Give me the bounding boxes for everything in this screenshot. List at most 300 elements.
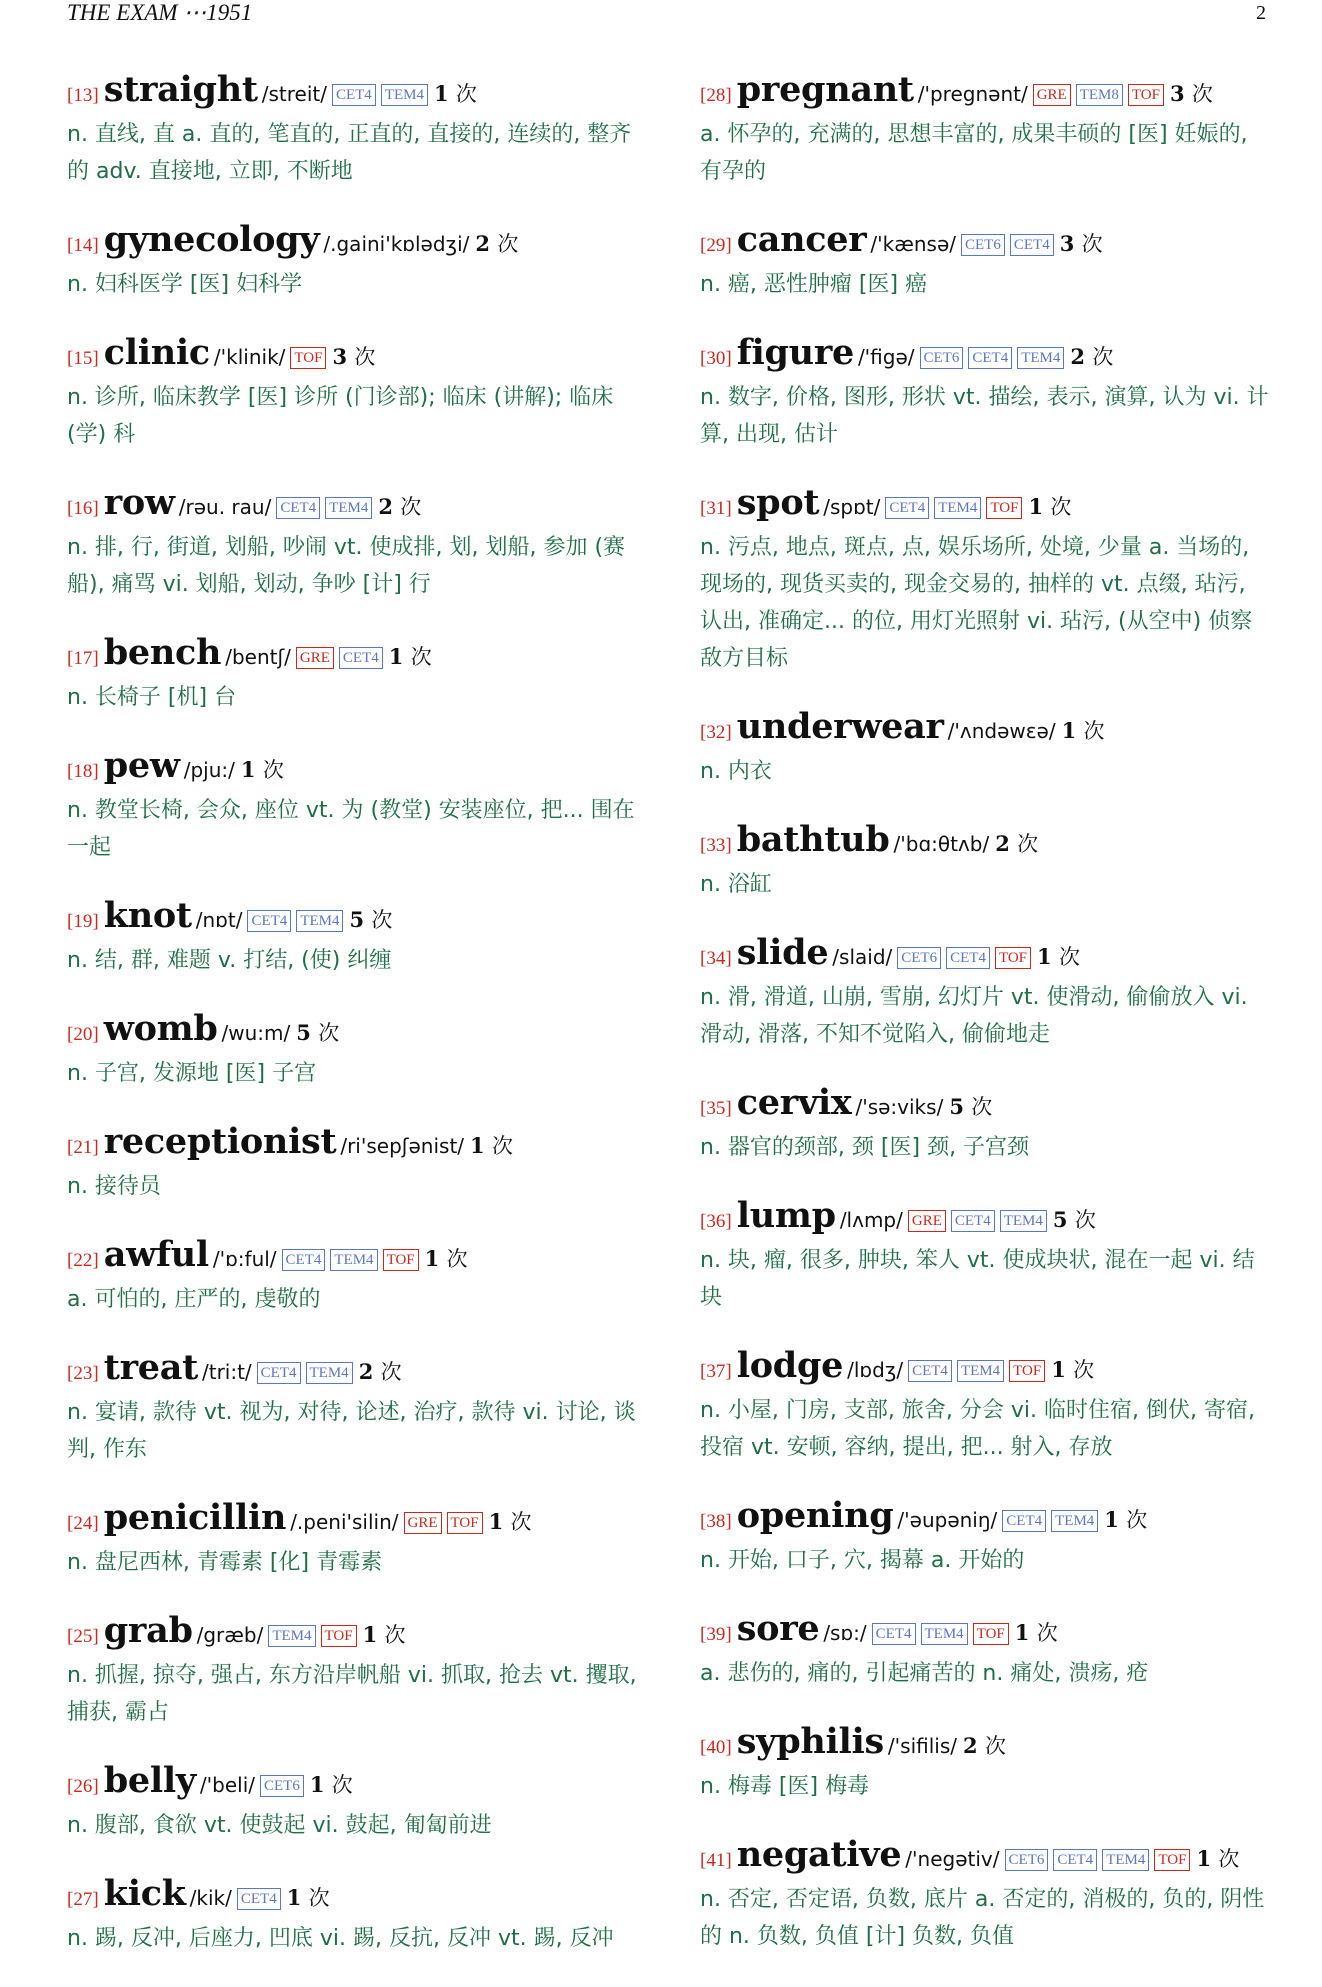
- count-number: 2: [995, 831, 1010, 856]
- exam-tag: GRE: [908, 1210, 946, 1232]
- headword: receptionist: [103, 1121, 337, 1162]
- headword: underwear: [736, 706, 944, 747]
- phonetic: /lɒdʒ/: [847, 1358, 904, 1382]
- exam-tag: CET4: [1010, 234, 1054, 256]
- phonetic: /'figə/: [857, 345, 915, 369]
- vocab-entry: [67, 1761, 637, 1844]
- exam-tag: TEM4: [296, 910, 343, 932]
- right-column: [700, 70, 1270, 1985]
- frequency-count: [1060, 231, 1103, 256]
- headword: opening: [736, 1495, 894, 1536]
- count-number: 1: [1104, 1507, 1119, 1532]
- count-unit: 次: [384, 1623, 406, 1647]
- vocab-entry: [67, 633, 637, 716]
- entry-index: [32]: [700, 722, 732, 743]
- definition: n. 踢, 反冲, 后座力, 凹底 vi. 踢, 反抗, 反冲 vt. 踢, 反冲: [67, 1926, 614, 1951]
- headword: slide: [736, 932, 829, 973]
- count-number: 2: [475, 231, 491, 256]
- definition: n. 浴缸: [700, 872, 772, 897]
- headword-line: [67, 1761, 637, 1807]
- headword: knot: [103, 895, 192, 936]
- exam-tag: TEM4: [1000, 1210, 1047, 1232]
- headword: cancer: [736, 219, 867, 260]
- headword: penicillin: [103, 1497, 287, 1538]
- frequency-count: [332, 344, 375, 369]
- phonetic: /'sifilis/: [887, 1734, 957, 1758]
- vocab-entry: [67, 1009, 637, 1092]
- exam-tag: TOF: [995, 947, 1031, 969]
- exam-tag: TEM4: [934, 497, 981, 519]
- definition: n. 小屋, 门房, 支部, 旅舍, 分会 vi. 临时住宿, 倒伏, 寄宿, 投宿 vt. 安顿, 容纳, 提出, 把... 射入, 存放: [700, 1398, 1255, 1460]
- count-unit: 次: [262, 758, 284, 782]
- headword-line: [700, 70, 1270, 116]
- vocab-entry: [67, 1348, 637, 1468]
- entry-index: [14]: [67, 235, 99, 256]
- count-unit: 次: [446, 1247, 468, 1271]
- definition: n. 内衣: [700, 759, 772, 784]
- headword: kick: [103, 1873, 186, 1914]
- definition: n. 子宫, 发源地 [医] 子宫: [67, 1061, 317, 1086]
- phonetic: /'sə:viks/: [855, 1095, 944, 1119]
- headword: sore: [736, 1608, 820, 1649]
- definition: n. 排, 行, 街道, 划船, 吵闹 vt. 使成排, 划, 划船, 参加 (赛船), 痛骂 vi. 划船, 划动, 争吵 [计] 行: [67, 535, 626, 597]
- count-number: 1: [1051, 1357, 1066, 1382]
- definition: a. 悲伤的, 痛的, 引起痛苦的 n. 痛处, 溃疡, 疮: [700, 1661, 1149, 1686]
- count-number: 3: [1059, 231, 1075, 256]
- vocab-entry: [700, 220, 1270, 303]
- definition: n. 癌, 恶性肿瘤 [医] 癌: [700, 272, 928, 297]
- vocab-entry: [700, 1346, 1270, 1466]
- count-number: 1: [470, 1133, 485, 1158]
- frequency-count: [1028, 494, 1071, 519]
- definition: n. 开始, 口子, 穴, 揭幕 a. 开始的: [700, 1548, 1025, 1573]
- frequency-count: [287, 1885, 330, 1910]
- definition: n. 滑, 滑道, 山崩, 雪崩, 幻灯片 vt. 使滑动, 偷偷放入 vi. 滑动, 滑落, 不知不觉陷入, 偷偷地走: [700, 985, 1248, 1047]
- definition: a. 怀孕的, 充满的, 思想丰富的, 成果丰硕的 [医] 妊娠的, 有孕的: [700, 122, 1248, 184]
- frequency-count: [1170, 81, 1213, 106]
- phonetic: /bentʃ/: [225, 645, 291, 669]
- phonetic: /sɒ:/: [823, 1621, 867, 1645]
- headword-line: [700, 1196, 1270, 1242]
- book-title: THE EXAM ⋯1951: [67, 0, 253, 25]
- vocab-entry: [67, 1874, 637, 1957]
- vocab-entry: [700, 1496, 1270, 1579]
- phonetic: /tri:t/: [201, 1360, 252, 1384]
- vocab-entry: [700, 483, 1270, 677]
- entry-index: [41]: [700, 1850, 732, 1871]
- count-number: 1: [240, 757, 256, 782]
- headword-line: [67, 746, 637, 792]
- definition: n. 块, 瘤, 很多, 肿块, 笨人 vt. 使成块状, 混在一起 vi. 结块: [700, 1248, 1255, 1310]
- entry-index: [34]: [700, 948, 732, 969]
- phonetic: /'bɑ:θtʌb/: [893, 832, 990, 856]
- count-unit: 次: [1081, 232, 1103, 256]
- frequency-count: [1051, 1357, 1094, 1382]
- count-number: 5: [296, 1020, 311, 1045]
- exam-tag: TOF: [986, 497, 1022, 519]
- exam-tag: TEM4: [306, 1362, 353, 1384]
- entry-index: [27]: [67, 1889, 99, 1910]
- vocab-entry: [700, 1835, 1270, 1955]
- frequency-count: [963, 1733, 1006, 1758]
- headword-line: [700, 820, 1270, 866]
- definition: n. 数字, 价格, 图形, 形状 vt. 描绘, 表示, 演算, 认为 vi. 计算, 出现, 估计: [700, 385, 1269, 447]
- entry-index: [36]: [700, 1211, 732, 1232]
- entry-index: [30]: [700, 348, 732, 369]
- phonetic: /pju:/: [183, 758, 235, 782]
- entry-index: [21]: [67, 1137, 99, 1158]
- headword-line: [67, 1874, 637, 1920]
- phonetic: /græb/: [196, 1623, 264, 1647]
- exam-tag: CET6: [1005, 1849, 1049, 1871]
- phonetic: /wu:m/: [221, 1021, 291, 1045]
- definition: n. 直线, 直 a. 直的, 笔直的, 正直的, 直接的, 连续的, 整齐的 adv. 直接地, 立即, 不断地: [67, 122, 632, 184]
- entry-index: [23]: [67, 1363, 99, 1384]
- definition: n. 接待员: [67, 1174, 161, 1199]
- count-unit: 次: [1218, 1847, 1240, 1871]
- vocab-entry: [67, 746, 637, 866]
- definition: n. 教堂长椅, 会众, 座位 vt. 为 (教堂) 安装座位, 把... 围在一起: [67, 798, 635, 860]
- entry-index: [31]: [700, 498, 732, 519]
- frequency-count: [349, 907, 392, 932]
- headword-line: [67, 1611, 637, 1657]
- count-number: 1: [309, 1772, 325, 1797]
- definition: n. 腹部, 食欲 vt. 使鼓起 vi. 鼓起, 匍匐前进: [67, 1813, 492, 1838]
- entry-index: [26]: [67, 1776, 99, 1797]
- entry-index: [20]: [67, 1024, 99, 1045]
- phonetic: /'kænsə/: [870, 232, 957, 256]
- vocab-entry: [67, 1122, 637, 1205]
- headword: bench: [103, 632, 222, 673]
- exam-tag: CET4: [1002, 1510, 1046, 1532]
- frequency-count: [1037, 944, 1080, 969]
- phonetic: /spɒt/: [823, 495, 881, 519]
- headword-line: [700, 483, 1270, 529]
- headword-line: [700, 333, 1270, 379]
- count-unit: 次: [410, 645, 432, 669]
- headword-line: [67, 1009, 637, 1055]
- vocab-entry: [67, 1235, 637, 1318]
- frequency-count: [425, 1246, 468, 1271]
- frequency-count: [363, 1622, 406, 1647]
- phonetic: /'klinik/: [213, 345, 286, 369]
- count-number: 5: [349, 907, 365, 932]
- headword-line: [67, 1348, 637, 1394]
- headword: gynecology: [103, 219, 320, 260]
- definition: n. 结, 群, 难题 v. 打结, (使) 纠缠: [67, 948, 392, 973]
- frequency-count: [434, 81, 477, 106]
- exam-tag: TEM4: [957, 1360, 1004, 1382]
- count-number: 3: [1169, 81, 1185, 106]
- exam-tag: GRE: [404, 1512, 442, 1534]
- headword-line: [700, 1609, 1270, 1655]
- count-number: 2: [963, 1733, 978, 1758]
- phonetic: /'ʌndəwɛə/: [947, 719, 1056, 743]
- definition: n. 长椅子 [机] 台: [67, 685, 237, 710]
- phonetic: /'beli/: [199, 1773, 256, 1797]
- count-unit: 次: [1083, 719, 1105, 743]
- entry-index: [16]: [67, 498, 99, 519]
- headword: bathtub: [736, 819, 890, 860]
- vocab-entry: [700, 1196, 1270, 1316]
- headword: figure: [736, 332, 854, 373]
- headword: pew: [103, 745, 180, 786]
- phonetic: /streit/: [261, 82, 327, 106]
- headword-line: [700, 1835, 1270, 1881]
- phonetic: /.peni'silin/: [290, 1510, 399, 1534]
- headword: womb: [103, 1008, 218, 1049]
- count-unit: 次: [1092, 345, 1114, 369]
- exam-tag: CET4: [946, 947, 990, 969]
- entry-index: [22]: [67, 1250, 99, 1271]
- entry-index: [19]: [67, 911, 99, 932]
- exam-tag: CET4: [237, 1888, 281, 1910]
- vocab-entry: [67, 896, 637, 979]
- frequency-count: [359, 1359, 402, 1384]
- headword-line: [67, 483, 637, 529]
- count-unit: 次: [1074, 1208, 1096, 1232]
- vocab-entry: [700, 1609, 1270, 1692]
- definition: n. 器官的颈部, 颈 [医] 颈, 子宫颈: [700, 1135, 1030, 1160]
- count-number: 1: [424, 1246, 440, 1271]
- headword: belly: [103, 1760, 196, 1801]
- exam-tag: CET6: [920, 347, 964, 369]
- exam-tag: TEM4: [1102, 1849, 1149, 1871]
- exam-tag: TOF: [290, 347, 326, 369]
- definition: n. 诊所, 临床教学 [医] 诊所 (门诊部); 临床 (讲解); 临床 (学) 科: [67, 385, 614, 447]
- exam-tag: TOF: [1009, 1360, 1045, 1382]
- page-header: [67, 0, 1266, 30]
- vocab-entry: [700, 333, 1270, 453]
- exam-tag: CET4: [282, 1249, 326, 1271]
- headword-line: [700, 933, 1270, 979]
- headword-line: [67, 1122, 637, 1168]
- count-unit: 次: [1126, 1508, 1148, 1532]
- frequency-count: [241, 757, 284, 782]
- count-number: 1: [488, 1509, 504, 1534]
- frequency-count: [1070, 344, 1113, 369]
- headword: negative: [736, 1834, 902, 1875]
- count-unit: 次: [455, 82, 477, 106]
- entry-index: [33]: [700, 835, 732, 856]
- phonetic: /'pregnənt/: [917, 82, 1028, 106]
- count-unit: 次: [1017, 832, 1039, 856]
- frequency-count: [389, 644, 432, 669]
- headword: row: [103, 482, 175, 523]
- exam-tag: TEM4: [1017, 347, 1064, 369]
- frequency-count: [310, 1772, 353, 1797]
- count-number: 5: [1052, 1207, 1068, 1232]
- phonetic: /lʌmp/: [839, 1208, 903, 1232]
- count-unit: 次: [497, 232, 519, 256]
- headword: spot: [736, 482, 820, 523]
- headword-line: [67, 70, 637, 116]
- exam-tag: CET4: [247, 910, 291, 932]
- headword-line: [700, 1346, 1270, 1392]
- exam-tag: TOF: [447, 1512, 483, 1534]
- headword: lodge: [736, 1345, 844, 1386]
- count-number: 1: [1028, 494, 1044, 519]
- entry-index: [28]: [700, 85, 732, 106]
- vocab-entry: [700, 70, 1270, 190]
- exam-tag: CET4: [908, 1360, 952, 1382]
- vocab-entry: [67, 333, 637, 453]
- count-number: 1: [1061, 718, 1077, 743]
- count-number: 1: [1037, 944, 1052, 969]
- phonetic: /slaid/: [832, 945, 893, 969]
- vocab-entry: [67, 70, 637, 190]
- vocab-entry: [67, 1498, 637, 1581]
- headword-line: [67, 896, 637, 942]
- exam-tag: TOF: [321, 1625, 357, 1647]
- entry-index: [39]: [700, 1624, 732, 1645]
- count-unit: 次: [308, 1886, 330, 1910]
- exam-tag: TOF: [383, 1249, 419, 1271]
- headword-line: [67, 1235, 637, 1281]
- phonetic: /kik/: [189, 1886, 232, 1910]
- exam-tag: CET6: [961, 234, 1005, 256]
- exam-tag: TEM4: [330, 1249, 377, 1271]
- count-number: 1: [286, 1885, 302, 1910]
- phonetic: /.gaini'kɒlədʒi/: [323, 232, 470, 256]
- frequency-count: [470, 1133, 513, 1158]
- headword-line: [700, 1496, 1270, 1542]
- frequency-count: [1104, 1507, 1147, 1532]
- entry-index: [17]: [67, 648, 99, 669]
- headword-line: [700, 707, 1270, 753]
- count-number: 1: [1014, 1620, 1030, 1645]
- count-unit: 次: [354, 345, 376, 369]
- exam-tag: CET4: [951, 1210, 995, 1232]
- entry-index: [29]: [700, 235, 732, 256]
- count-unit: 次: [400, 495, 422, 519]
- frequency-count: [378, 494, 421, 519]
- entry-index: [18]: [67, 761, 99, 782]
- exam-tag: TOF: [973, 1623, 1009, 1645]
- phonetic: /'negətiv/: [905, 1847, 1000, 1871]
- frequency-count: [1053, 1207, 1096, 1232]
- phonetic: /'ɒ:ful/: [212, 1247, 277, 1271]
- exam-tag: CET6: [260, 1775, 304, 1797]
- exam-tag: GRE: [296, 647, 334, 669]
- headword-line: [67, 633, 637, 679]
- phonetic: /rəu. rau/: [178, 495, 272, 519]
- count-number: 1: [1196, 1846, 1212, 1871]
- headword: treat: [103, 1347, 198, 1388]
- count-unit: 次: [1036, 1621, 1058, 1645]
- exam-tag: CET4: [885, 497, 929, 519]
- exam-tag: TOF: [1154, 1849, 1190, 1871]
- frequency-count: [489, 1509, 532, 1534]
- headword: lump: [736, 1195, 836, 1236]
- exam-tag: CET6: [897, 947, 941, 969]
- count-number: 3: [332, 344, 348, 369]
- count-unit: 次: [1073, 1358, 1095, 1382]
- entry-index: [37]: [700, 1361, 732, 1382]
- entry-index: [24]: [67, 1513, 99, 1534]
- exam-tag: TEM4: [1051, 1510, 1098, 1532]
- count-number: 2: [1070, 344, 1085, 369]
- count-unit: 次: [971, 1095, 993, 1119]
- frequency-count: [949, 1094, 992, 1119]
- frequency-count: [1015, 1620, 1058, 1645]
- vocab-entry: [700, 933, 1270, 1053]
- count-number: 5: [949, 1094, 964, 1119]
- exam-tag: CET4: [257, 1362, 301, 1384]
- definition: n. 妇科医学 [医] 妇科学: [67, 272, 303, 297]
- exam-tag: TOF: [1128, 84, 1164, 106]
- exam-tag: CET4: [1053, 1849, 1097, 1871]
- entry-index: [38]: [700, 1511, 732, 1532]
- left-column: [67, 70, 637, 1987]
- headword-line: [700, 1083, 1270, 1129]
- frequency-count: [1196, 1846, 1239, 1871]
- phonetic: /'əupəniŋ/: [897, 1508, 998, 1532]
- count-unit: 次: [1191, 82, 1213, 106]
- headword: awful: [103, 1234, 209, 1275]
- exam-tag: CET4: [276, 497, 320, 519]
- headword-line: [700, 1722, 1270, 1768]
- frequency-count: [296, 1020, 339, 1045]
- count-unit: 次: [371, 908, 393, 932]
- count-unit: 次: [318, 1021, 340, 1045]
- count-unit: 次: [380, 1360, 402, 1384]
- exam-tag: CET4: [332, 84, 376, 106]
- count-number: 1: [433, 81, 449, 106]
- headword-line: [67, 333, 637, 379]
- entry-index: [15]: [67, 348, 99, 369]
- headword: syphilis: [736, 1721, 884, 1762]
- definition: n. 否定, 否定语, 负数, 底片 a. 否定的, 消极的, 负的, 阴性的 n. 负数, 负值 [计] 负数, 负值: [700, 1887, 1265, 1949]
- exam-tag: CET4: [968, 347, 1012, 369]
- count-unit: 次: [984, 1734, 1006, 1758]
- frequency-count: [475, 231, 518, 256]
- count-number: 1: [362, 1622, 378, 1647]
- exam-tag: TEM4: [921, 1623, 968, 1645]
- vocab-entry: [700, 1722, 1270, 1805]
- headword-line: [67, 220, 637, 266]
- vocab-entry: [700, 1083, 1270, 1166]
- frequency-count: [995, 831, 1038, 856]
- vocab-entry: [700, 707, 1270, 790]
- page-number: 2: [1256, 2, 1266, 24]
- count-number: 2: [358, 1359, 374, 1384]
- headword-line: [67, 1498, 637, 1544]
- vocab-entry: [67, 1611, 637, 1731]
- definition: n. 抓握, 掠夺, 强占, 东方沿岸帆船 vi. 抓取, 抢去 vt. 攫取, 捕获, 霸占: [67, 1663, 637, 1725]
- phonetic: /nɒt/: [195, 908, 243, 932]
- definition: a. 可怕的, 庄严的, 虔敬的: [67, 1287, 321, 1312]
- exam-tag: TEM4: [381, 84, 428, 106]
- count-unit: 次: [1050, 495, 1072, 519]
- headword: pregnant: [736, 69, 914, 110]
- vocab-entry: [67, 220, 637, 303]
- headword: cervix: [736, 1082, 852, 1123]
- exam-tag: TEM8: [1076, 84, 1123, 106]
- headword: grab: [103, 1610, 193, 1651]
- headword: clinic: [103, 332, 210, 373]
- definition: n. 污点, 地点, 斑点, 点, 娱乐场所, 处境, 少量 a. 当场的, 现场的, 现货买卖的, 现金交易的, 抽样的 vt. 点缀, 玷污, 认出, 准确定... 的位, 用灯光照射 vi. 玷污, (从空中) 侦察敌方目标: [700, 535, 1253, 671]
- definition: n. 盘尼西林, 青霉素 [化] 青霉素: [67, 1550, 383, 1575]
- count-unit: 次: [331, 1773, 353, 1797]
- definition: n. 宴请, 款待 vt. 视为, 对待, 论述, 治疗, 款待 vi. 讨论, 谈判, 作东: [67, 1400, 636, 1462]
- exam-tag: GRE: [1033, 84, 1071, 106]
- exam-tag: CET4: [872, 1623, 916, 1645]
- definition: n. 梅毒 [医] 梅毒: [700, 1774, 870, 1799]
- entry-index: [25]: [67, 1626, 99, 1647]
- entry-index: [13]: [67, 85, 99, 106]
- phonetic: /ri'sepʃənist/: [340, 1134, 465, 1158]
